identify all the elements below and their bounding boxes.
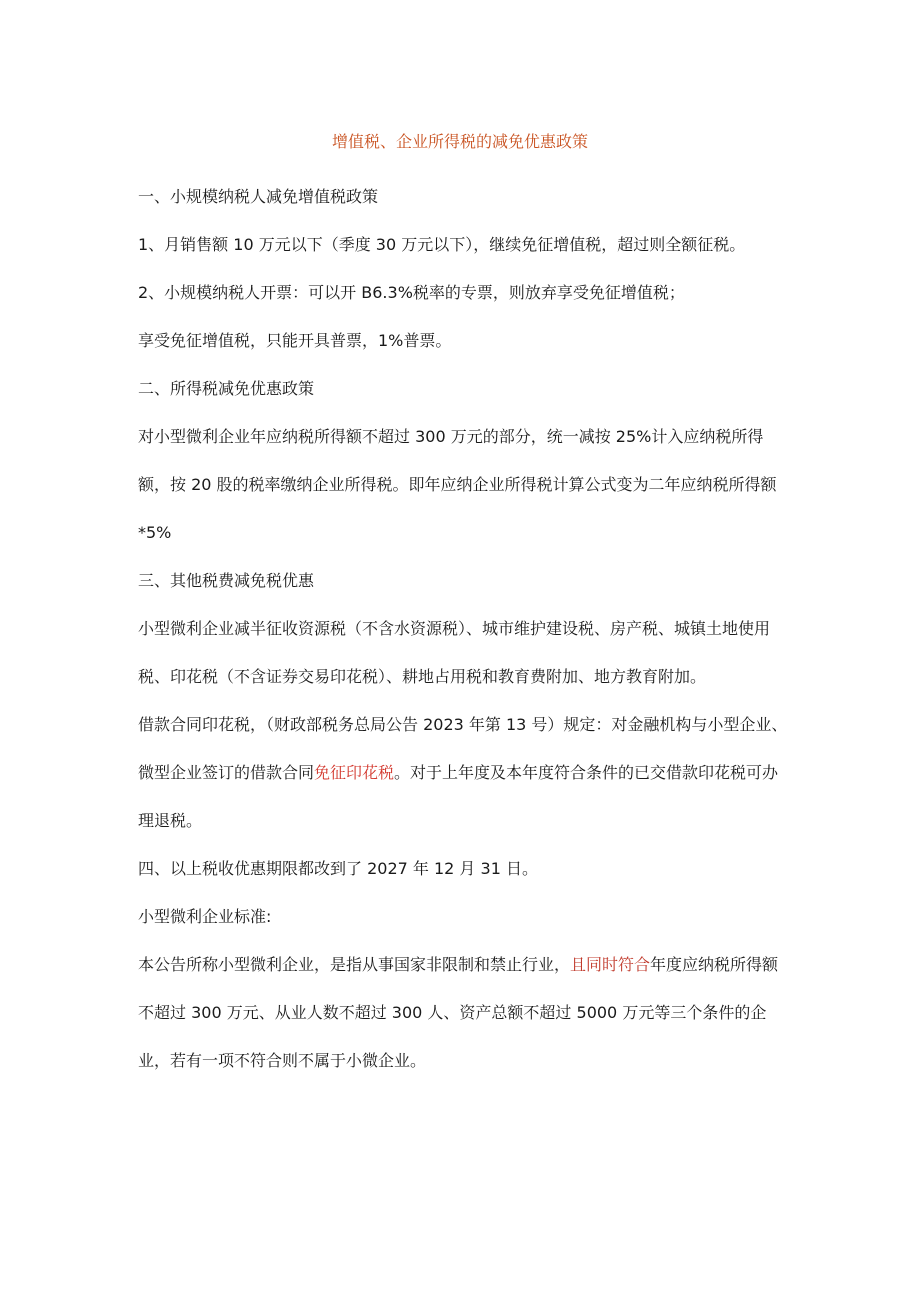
section3-body2-post: 。对于上年度及本年度符合条件的已交借款印花税可办理退税。 <box>138 763 779 830</box>
standard-body-pre: 本公告所称小型微利企业，是指从事国家非限制和禁止行业， <box>138 955 571 974</box>
section2-body: 对小型微利企业年应纳税所得额不超过 300 万元的部分，统一减按 25%计入应纳税所得额，按 20 股的税率缴纳企业所得税。即年应纳企业所得税计算公式变为二年应纳税所得额*5% <box>138 427 777 542</box>
section1-item1: 1、月销售额 10 万元以下（季度 30 万元以下），继续免征增值税，超过则全额征税。 <box>138 235 746 254</box>
standard-body-post: 年度应纳税所得额不超过 300 万元、从业人数不超过 300 人、资产总额不超过 5000 万元等三个条件的企业，若有一项不符合则不属于小微企业。 <box>138 955 779 1070</box>
section3-body2-highlight: 免征印花税 <box>314 763 395 782</box>
section2-heading: 二、所得税减免优惠政策 <box>138 379 315 398</box>
section3-body2 <box>138 701 793 845</box>
section3-heading: 三、其他税费减免税优惠 <box>138 571 315 590</box>
section3-body1: 小型微利企业减半征收资源税（不含水资源税）、城市维护建设税、房产税、城镇土地使用税、印花税（不含证券交易印花税）、耕地占用税和教育费附加、地方教育附加。 <box>138 619 771 686</box>
document-title: 增值税、企业所得税的减免优惠政策 <box>331 132 588 151</box>
document-body <box>138 185 793 1097</box>
section1-heading: 一、小规模纳税人减免增值税政策 <box>138 187 379 206</box>
section1-item2: 2、小规模纳税人开票：可以开 B6.3%税率的专票，则放弃享受免征增值税； <box>138 283 685 302</box>
section3-body2-pre: 借款合同印花税，（财政部税务总局公告 2023 年第 13 号）规定：对金融机构与小型企业、微型企业签订的借款合同 <box>138 715 788 782</box>
standard-body-highlight: 且同时符合 <box>570 955 651 974</box>
standard-heading: 小型微利企业标准: <box>138 907 272 926</box>
section1-item3: 享受免征增值税，只能开具普票，1%普票。 <box>138 331 452 350</box>
standard-body <box>138 941 793 1085</box>
section4-heading: 四、以上税收优惠期限都改到了 2027 年 12 月 31 日。 <box>138 859 538 878</box>
